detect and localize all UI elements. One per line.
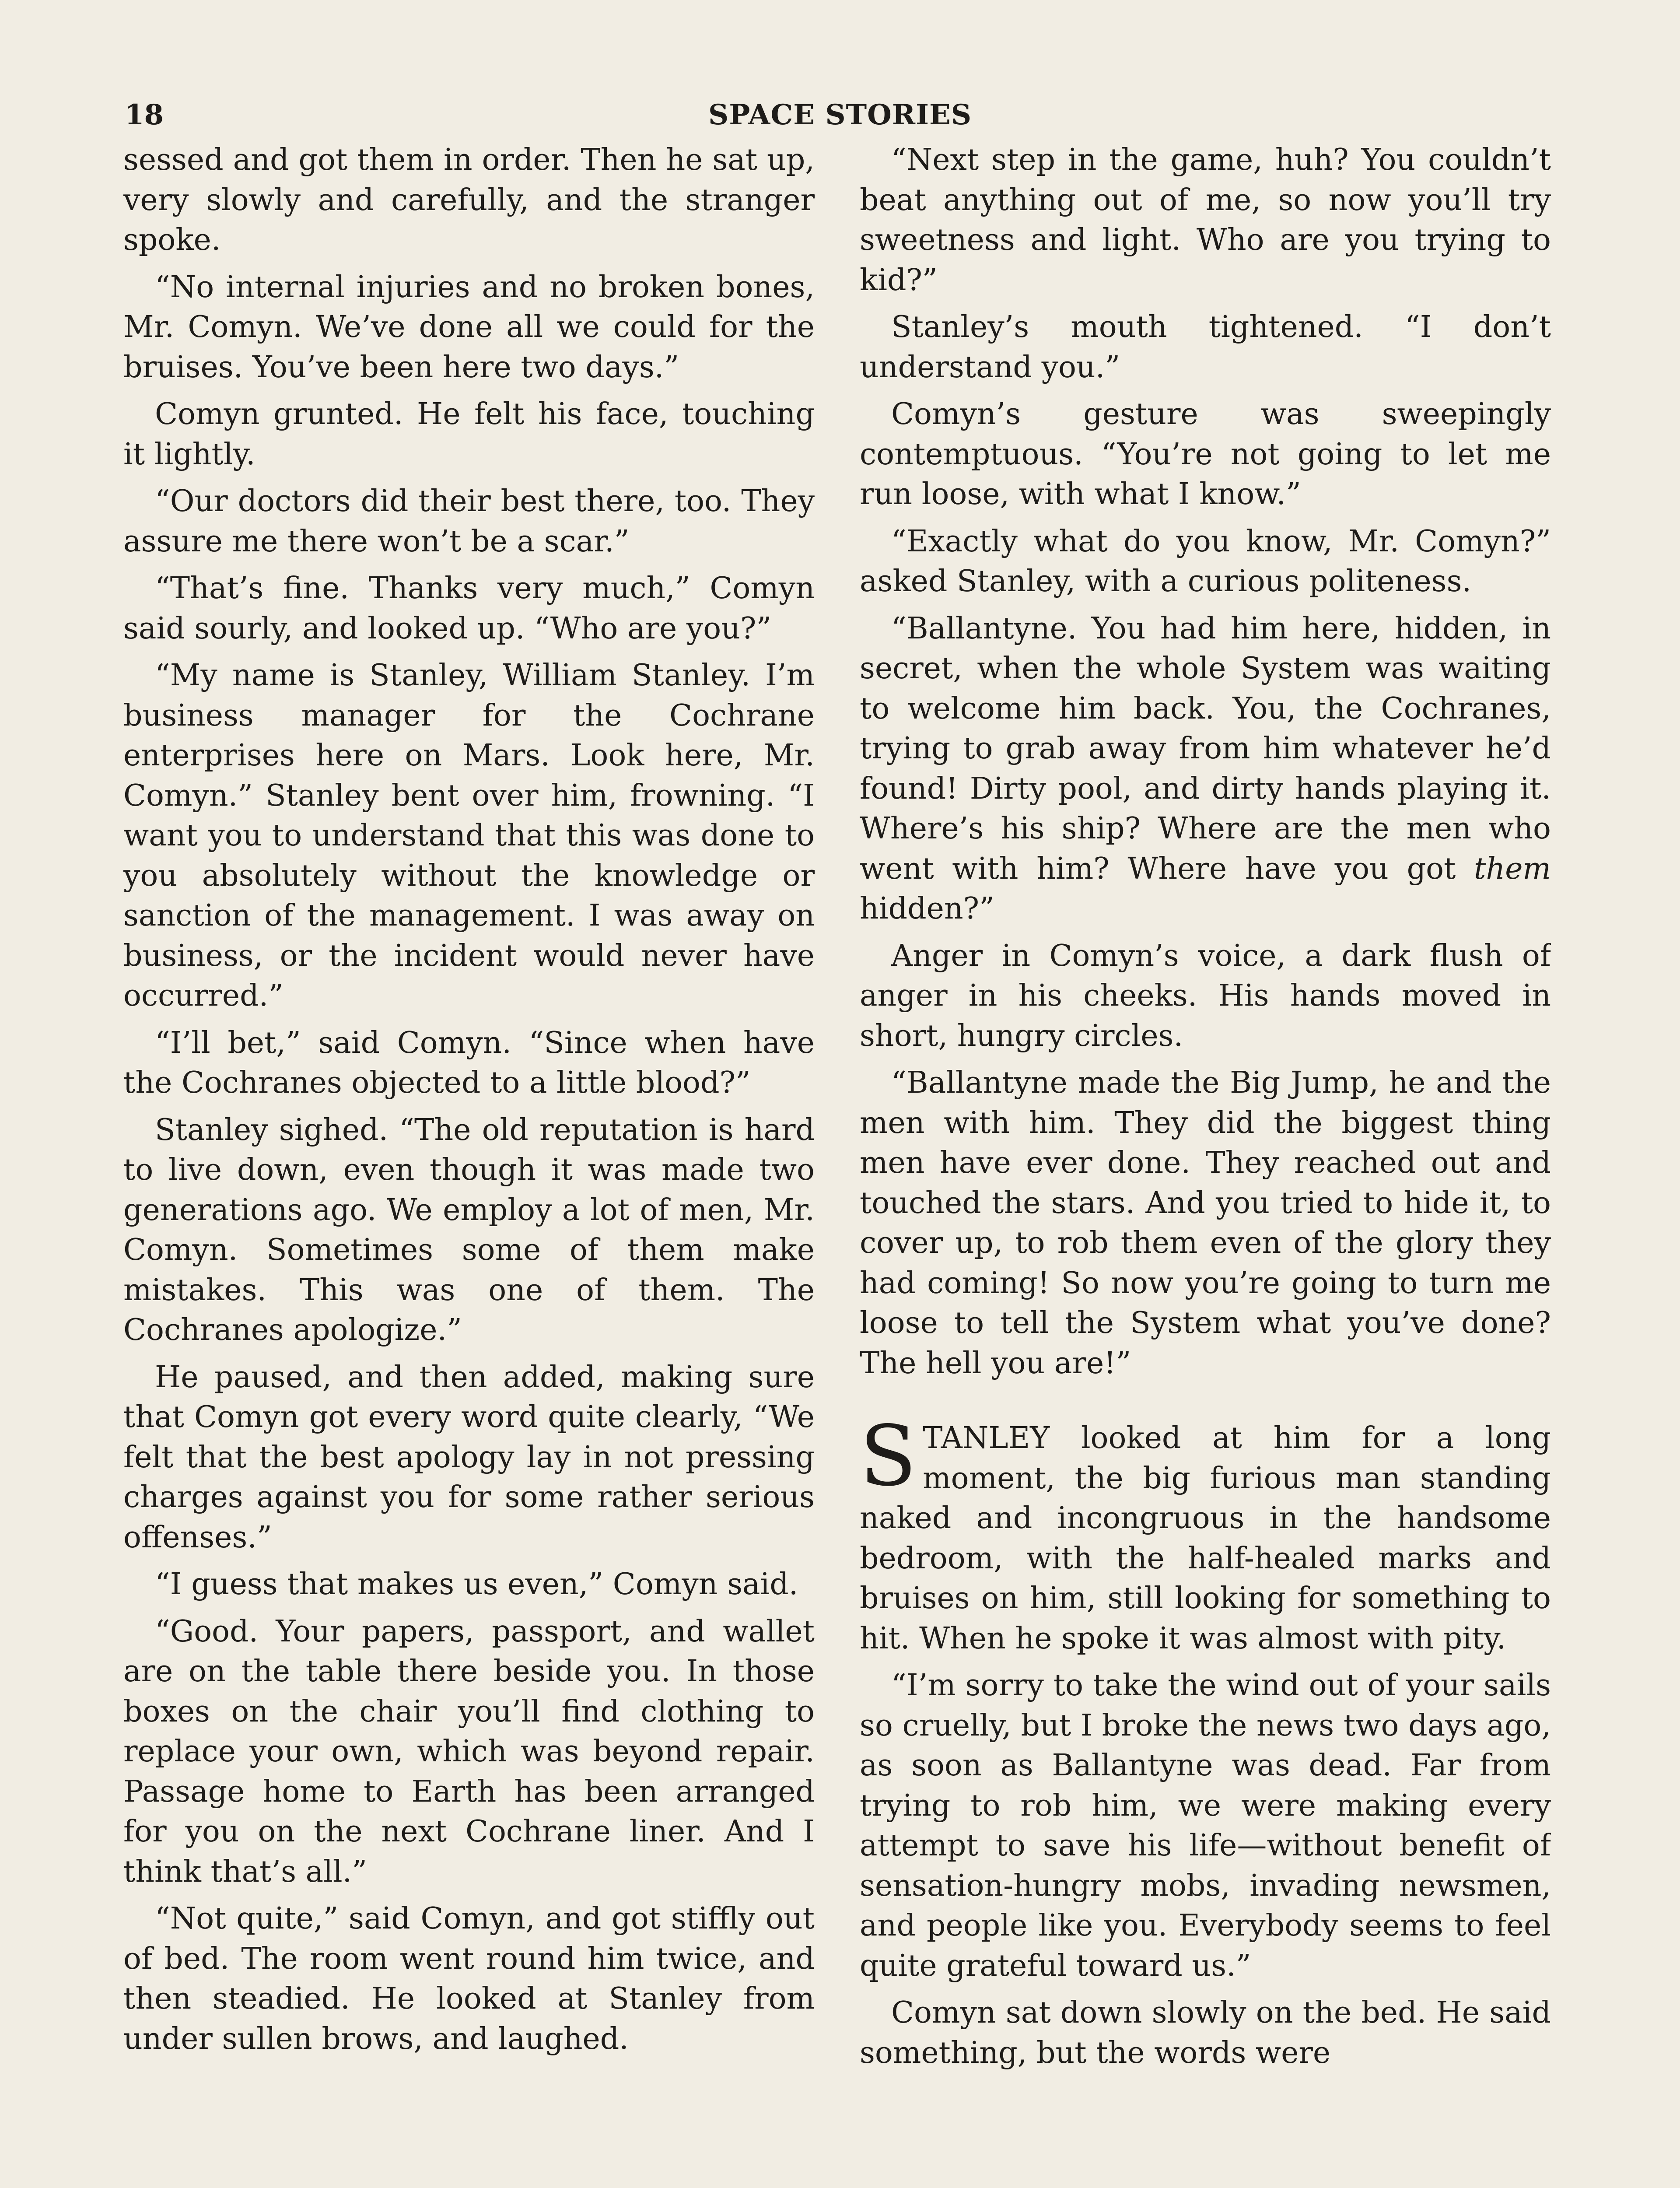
drop-cap-letter: S [860,1408,917,1504]
paragraph: “I guess that makes us even,” Comyn said. [155,1567,798,1602]
paragraph: He paused, and then added, making sure that Comyn got every word quite clearly, “We felt that the best apology lay in not pressing charges against you for some rather serious offenses.” [123,1360,815,1555]
emphasis-text: them [1474,851,1551,886]
paragraph [860,609,1551,929]
paragraph: Stanley’s mouth tightened. “I don’t understand you.” [860,310,1551,385]
paragraph: “Next step in the game, huh? You couldn’t beat anything out of me, so now you’ll try sweetness and light. Who are you trying to kid?” [860,143,1551,298]
paragraph: “I’m sorry to take the wind out of your sails so cruelly, but I broke the news two days ago, as soon as Ballantyne was dead. Far from trying to rob him, we were making every attempt to save his life—without benefit of sensation-hungry mobs, invading newsmen, and people like you. Everybody seems to feel quite grateful toward us.” [860,1668,1551,1983]
text-run: “Ballantyne. You had him here, hidden, in secret, when the whole System was waiting to welcome him back. You, the Cochranes, trying to grab away from him whatever he’d found! Dirty pool, and dirty hands playing it. Where’s his ship? Where are the men who went with him? Where have you got [860,611,1551,886]
text-run: looked at him for a long moment, the big furious man standing naked and incongruous in the handsome bedroom, with the half-healed marks and bruises on him, still looking for something to hit. When he spoke it was almost with pity. [860,1421,1551,1656]
left-column [123,140,815,2188]
paragraph: Comyn’s gesture was sweepingly contemptuous. “You’re not going to let me run loose, with what I know.” [860,397,1551,512]
page-number: 18 [125,98,164,131]
paragraph: Stanley sighed. “The old reputation is hard to live down, even though it was made two generations ago. We employ a lot of men, Mr. Comyn. Sometimes some of them make mistakes. This was one of them. The Cochranes apologize.” [123,1112,815,1347]
paragraph: “My name is Stanley, William Stanley. I’m business manager for the Cochrane enterprises here on Mars. Look here, Mr. Comyn.” Stanley bent over him, frowning. “I want you to understand that this was done to you absolutely without the knowledge or sanction of the management. I was away on business, or the incident would never have occurred.” [123,658,815,1013]
paragraph: “Our doctors did their best there, too. They assure me there won’t be a scar.” [123,484,815,559]
right-column [860,140,1551,2188]
section-opening-paragraph [860,1408,1551,1659]
text-run: hidden?” [860,891,994,926]
paragraph: “I’ll bet,” said Comyn. “Since when have the Cochranes objected to a little blood?” [123,1025,815,1100]
running-title: SPACE STORIES [708,98,972,131]
paragraph: “No internal injuries and no broken bones, Mr. Comyn. We’ve done all we could for the bruises. You’ve been here two days.” [123,270,815,385]
paragraph: Comyn sat down slowly on the bed. He said something, but the words were [860,1995,1551,2070]
paragraph: “Not quite,” said Comyn, and got stiffly out of bed. The room went round him twice, and then steadied. He looked at Stanley from under sullen brows, and laughed. [123,1901,815,2056]
paragraph: “Ballantyne made the Big Jump, he and the men with him. They did the biggest thing men have ever done. They reached out and touched the stars. And you tried to hide it, to cover up, to rob them even of the glory they had coming! So now you’re going to turn me loose to tell the System what you’ve done? The hell you are!” [860,1066,1551,1381]
paragraph: Comyn grunted. He felt his face, touching it lightly. [123,397,815,472]
paragraph: “That’s fine. Thanks very much,” Comyn said sourly, and looked up. “Who are you?” [123,571,815,646]
paragraph: “Good. Your papers, passport, and wallet are on the table there beside you. In those boxes on the chair you’ll find clothing to replace your own, which was beyond repair. Passage home to Earth has been arranged for you on the next Cochrane liner. And I think that’s all.” [123,1614,815,1889]
paragraph: “Exactly what do you know, Mr. Comyn?” asked Stanley, with a curious politeness. [860,524,1551,599]
small-caps-word: TANLEY [923,1421,1050,1455]
paragraph: sessed and got them in order. Then he sat up, very slowly and carefully, and the stranger spoke. [123,143,815,257]
paragraph: Anger in Comyn’s voice, a dark flush of anger in his cheeks. His hands moved in short, hungry circles. [860,938,1551,1053]
